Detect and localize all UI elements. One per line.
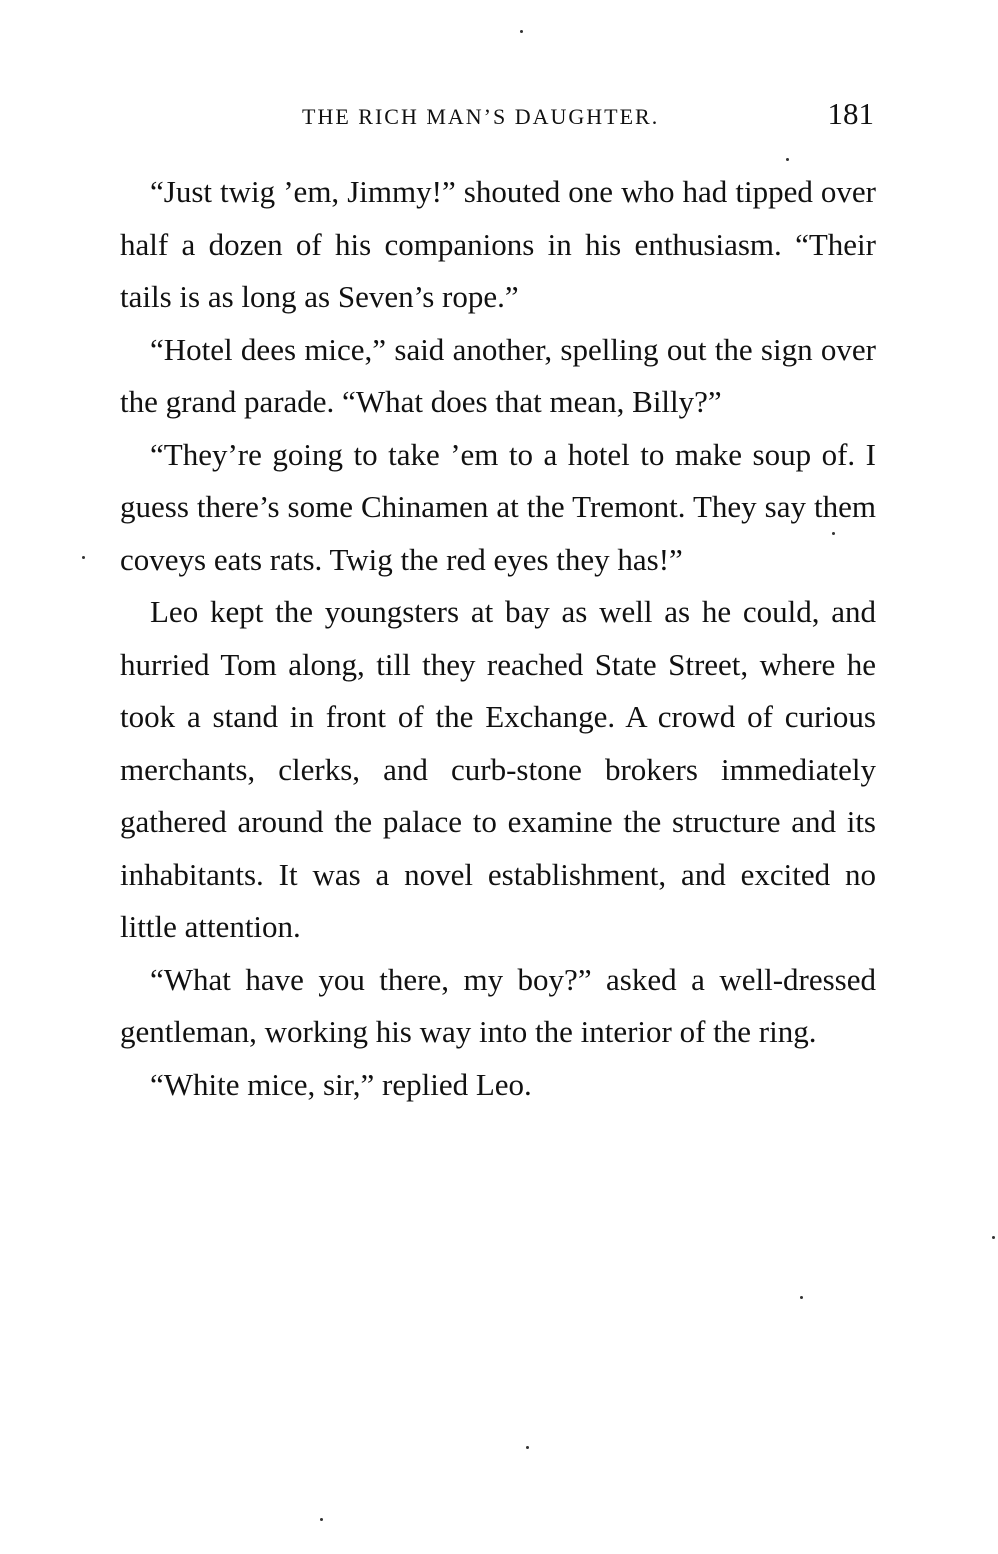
paper-speck xyxy=(992,1236,995,1239)
paragraph-6: “White mice, sir,” replied Leo. xyxy=(150,1066,532,1102)
paper-speck xyxy=(82,556,85,559)
paragraph-2: “Hotel dees mice,” said another, spelling out the sign over the grand parade. “What does that mean, Billy?” xyxy=(120,331,876,419)
paper-speck xyxy=(786,158,789,161)
paragraph-4: Leo kept the youngsters at bay as well as he could, and hurried Tom along, till they reached State Street, where he took a stand in front of the Exchange. A crowd of curious merchants, clerks, and curb-stone brokers immediately gathered around the palace to examine the structure and its inhabitants. It was a novel establishment, and excited no little attention. xyxy=(120,594,876,944)
paragraph-1: “Just twig ’em, Jimmy!” shouted one who had tipped over half a dozen of his companions in his enthusiasm. “Their tails is as long as Seven’s rope.” xyxy=(120,174,876,314)
body-text xyxy=(120,166,876,1111)
paper-speck xyxy=(832,532,835,535)
running-head: THE RICH MAN’S DAUGHTER. xyxy=(302,104,660,129)
paper-speck xyxy=(526,1446,529,1449)
paper-speck xyxy=(800,1296,803,1299)
paragraph-5: “What have you there, my boy?” asked a well-dressed gentleman, working his way into the interior of the ring. xyxy=(120,961,876,1049)
page-header xyxy=(120,96,876,140)
page-number: 181 xyxy=(827,96,874,131)
paper-speck xyxy=(520,30,523,33)
paper-speck xyxy=(320,1518,323,1521)
paragraph-3: “They’re going to take ’em to a hotel to make soup of. I guess there’s some Chinamen at the Tremont. They say them coveys eats rats. Twig the red eyes they has!” xyxy=(120,436,876,577)
